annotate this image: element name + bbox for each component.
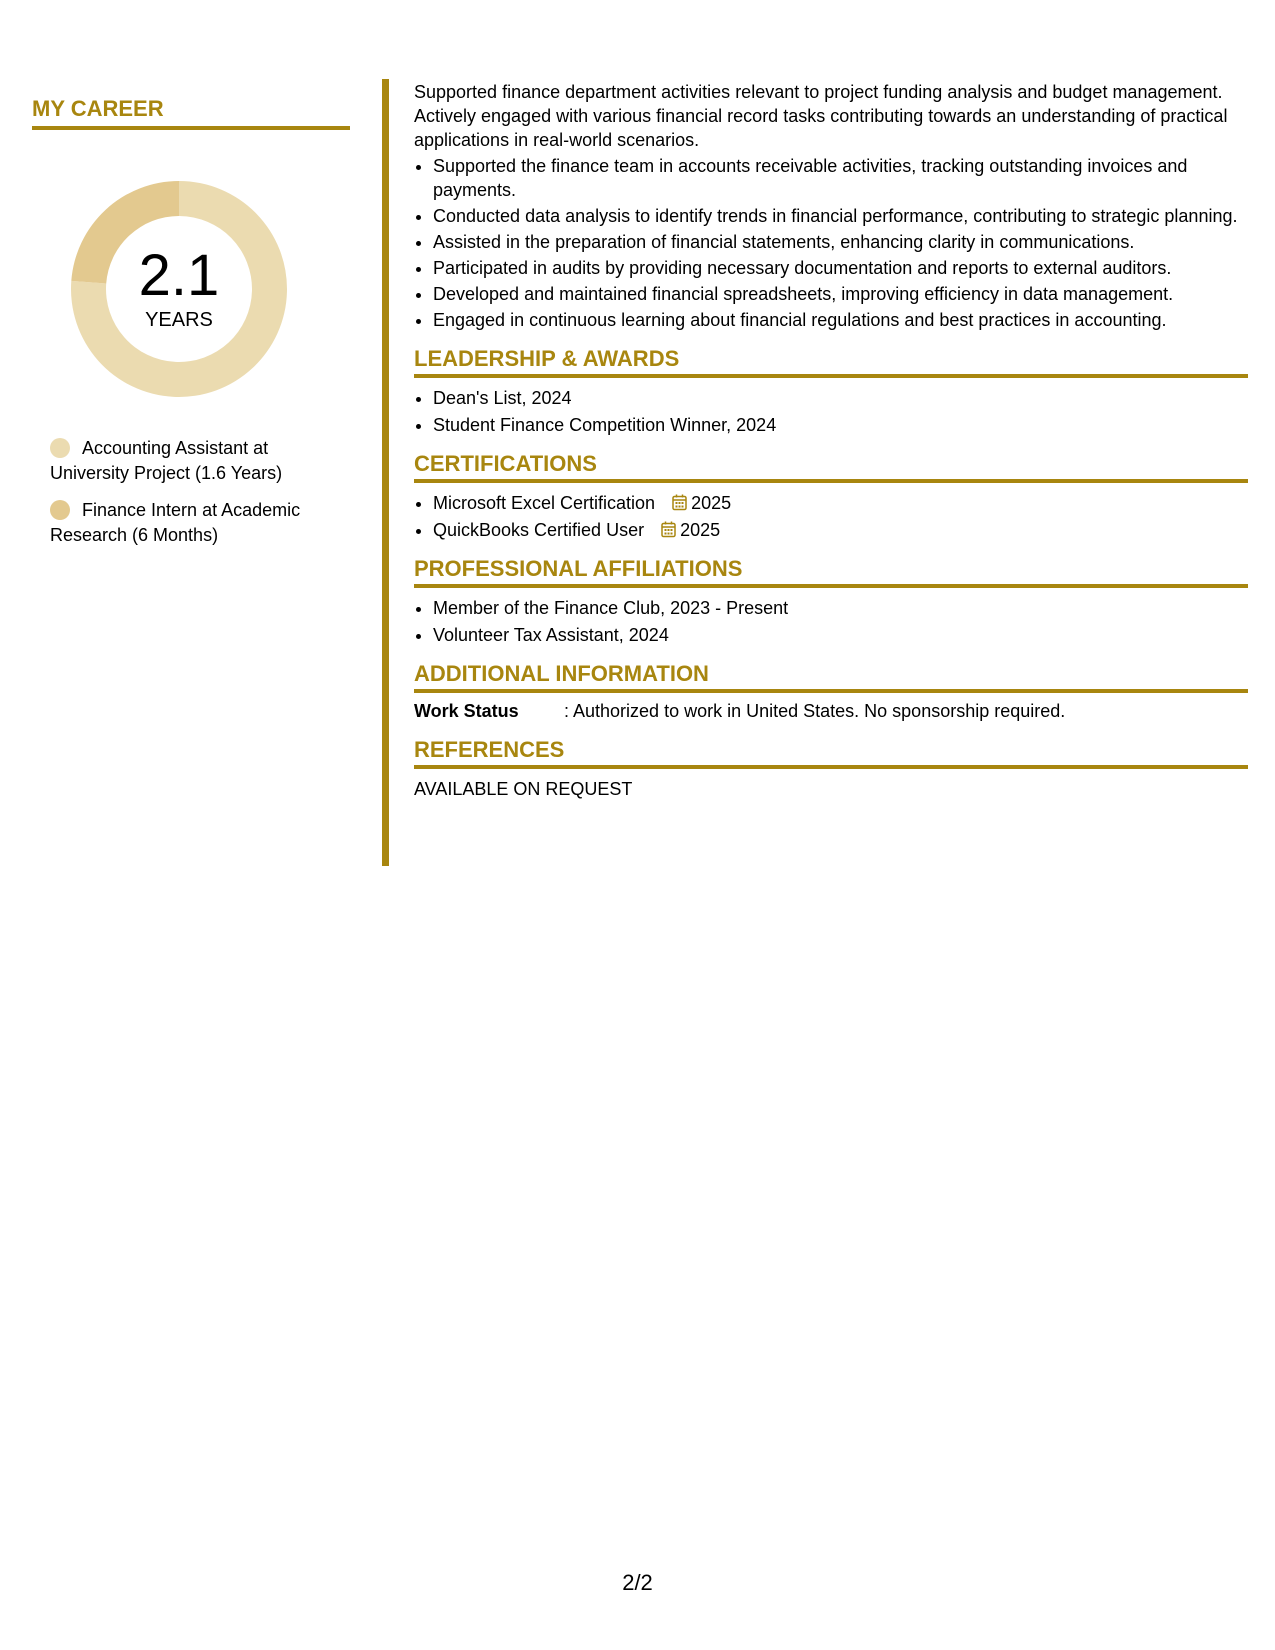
work-status-label: Work Status (414, 701, 519, 721)
career-legend (32, 436, 350, 548)
legend-label: Accounting Assistant at University Project (1.6 Years) (50, 438, 283, 483)
work-status-value: : Authorized to work in United States. No sponsorship required. (564, 701, 1066, 721)
leadership-item: • Student Finance Competition Winner, 2024 (433, 413, 1248, 437)
experience-bullet: • Conducted data analysis to identify trends in financial performance, contributing to strategic planning. (433, 204, 1248, 228)
experience-bullet: • Engaged in continuous learning about financial regulations and best practices in accounting. (433, 308, 1248, 332)
affiliation-item: • Member of the Finance Club, 2023 - Present (433, 596, 1248, 620)
experience-summary: Supported finance department activities relevant to project funding analysis and budget management. Actively engaged with various financial record tasks contributing towards an understanding of practical applications in real-world scenarios. (414, 82, 1228, 150)
leadership-item: • Dean's List, 2024 (433, 386, 1248, 410)
references-heading: REFERENCES (414, 737, 1248, 769)
work-status-row (414, 699, 1248, 723)
donut-center (64, 174, 294, 404)
career-donut-chart (64, 174, 294, 404)
legend-label: Finance Intern at Academic Research (6 Months) (50, 500, 301, 545)
calendar-icon (661, 521, 676, 538)
references-text: AVAILABLE ON REQUEST (414, 779, 633, 799)
leadership-heading: LEADERSHIP & AWARDS (414, 346, 1248, 378)
certification-item (433, 518, 1248, 542)
experience-bullet: • Assisted in the preparation of financial statements, enhancing clarity in communications. (433, 230, 1248, 254)
experience-bullet: • Supported the finance team in accounts receivable activities, tracking outstanding invoices and payments. (433, 154, 1248, 202)
calendar-icon (672, 494, 687, 511)
certification-item (433, 491, 1248, 515)
legend-dot-icon (50, 500, 70, 520)
certifications-heading: CERTIFICATIONS (414, 451, 1248, 483)
affiliations-heading: PROFESSIONAL AFFILIATIONS (414, 556, 1248, 588)
main-content (414, 80, 1248, 801)
legend-item (50, 436, 320, 486)
career-heading: MY CAREER (32, 96, 350, 130)
career-sidebar (32, 96, 350, 560)
experience-bullet: • Developed and maintained financial spreadsheets, improving efficiency in data management. (433, 282, 1248, 306)
additional-info-heading: ADDITIONAL INFORMATION (414, 661, 1248, 693)
experience-bullet: • Participated in audits by providing necessary documentation and reports to external auditors. (433, 256, 1248, 280)
experience-bullets (414, 154, 1248, 332)
leadership-list (414, 386, 1248, 437)
certification-year: 2025 (691, 493, 732, 513)
total-years-unit: YEARS (145, 309, 213, 331)
affiliations-list (414, 596, 1248, 647)
legend-dot-icon (50, 438, 70, 458)
certification-year: 2025 (680, 520, 721, 540)
page-number: 2/2 (622, 1570, 653, 1595)
certification-name: Microsoft Excel Certification (433, 493, 656, 513)
certification-name: QuickBooks Certified User (433, 520, 645, 540)
column-divider (382, 79, 389, 866)
certifications-list (414, 491, 1248, 542)
total-years-value: 2.1 (138, 243, 220, 308)
affiliation-item: • Volunteer Tax Assistant, 2024 (433, 623, 1248, 647)
legend-item (50, 498, 320, 548)
